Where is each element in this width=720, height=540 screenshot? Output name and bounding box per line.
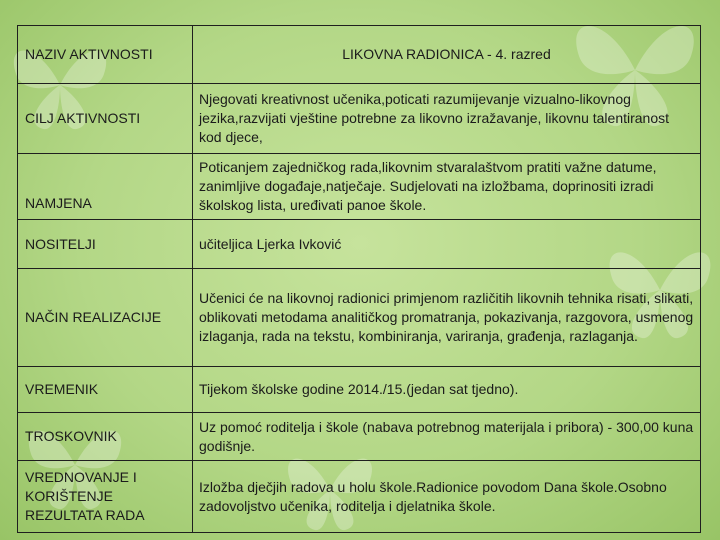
row-value: učiteljica Ljerka Ivković xyxy=(193,220,701,269)
table-row xyxy=(18,84,701,154)
table-row xyxy=(18,154,701,220)
table-row xyxy=(18,26,701,84)
row-value: Učenici će na likovnoj radionici primjenom različitih likovnih tehnika risati, slikati, oblikovati metodama analitičkog promatranja, pokazivanja, razgovora, usmenog izlaganja, rada na tekstu, kombiniranja, variranja, građenja, razlaganja. xyxy=(193,269,701,367)
row-label: VREMENIK xyxy=(18,367,193,413)
row-label: NAMJENA xyxy=(18,154,193,220)
row-label: NOSITELJI xyxy=(18,220,193,269)
row-value: Uz pomoć roditelja i škole (nabava potrebnog materijala i pribora) - 300,00 kuna godišnje. xyxy=(193,413,701,461)
row-value: LIKOVNA RADIONICA - 4. razred xyxy=(193,26,701,84)
table-row xyxy=(18,367,701,413)
row-label: CILJ AKTIVNOSTI xyxy=(18,84,193,154)
table-row xyxy=(18,220,701,269)
row-label: TROSKOVNIK xyxy=(18,413,193,461)
activity-table xyxy=(17,25,701,533)
row-value: Izložba dječjih radova u holu škole.Radionice povodom Dana škole.Osobno zadovoljstvo učenika, roditelja i djelatnika škole. xyxy=(193,461,701,533)
row-label: VREDNOVANJE I KORIŠTENJE REZULTATA RADA xyxy=(18,461,193,533)
table-row xyxy=(18,269,701,367)
row-label: NAZIV AKTIVNOSTI xyxy=(18,26,193,84)
row-value: Njegovati kreativnost učenika,poticati razumijevanje vizualno-likovnog jezika,razvijati vještine potrebne za likovno izražavanje, likovnu talentiranost kod djece, xyxy=(193,84,701,154)
row-value: Poticanjem zajedničkog rada,likovnim stvaralaštvom pratiti važne datume, zanimljive događaje,natječaje. Sudjelovati na izložbama, doprinositi izradi školskog lista, uređivati panoe škole. xyxy=(193,154,701,220)
row-label: NAČIN REALIZACIJE xyxy=(18,269,193,367)
table-row xyxy=(18,413,701,461)
row-value: Tijekom školske godine 2014./15.(jedan sat tjedno). xyxy=(193,367,701,413)
table-row xyxy=(18,461,701,533)
